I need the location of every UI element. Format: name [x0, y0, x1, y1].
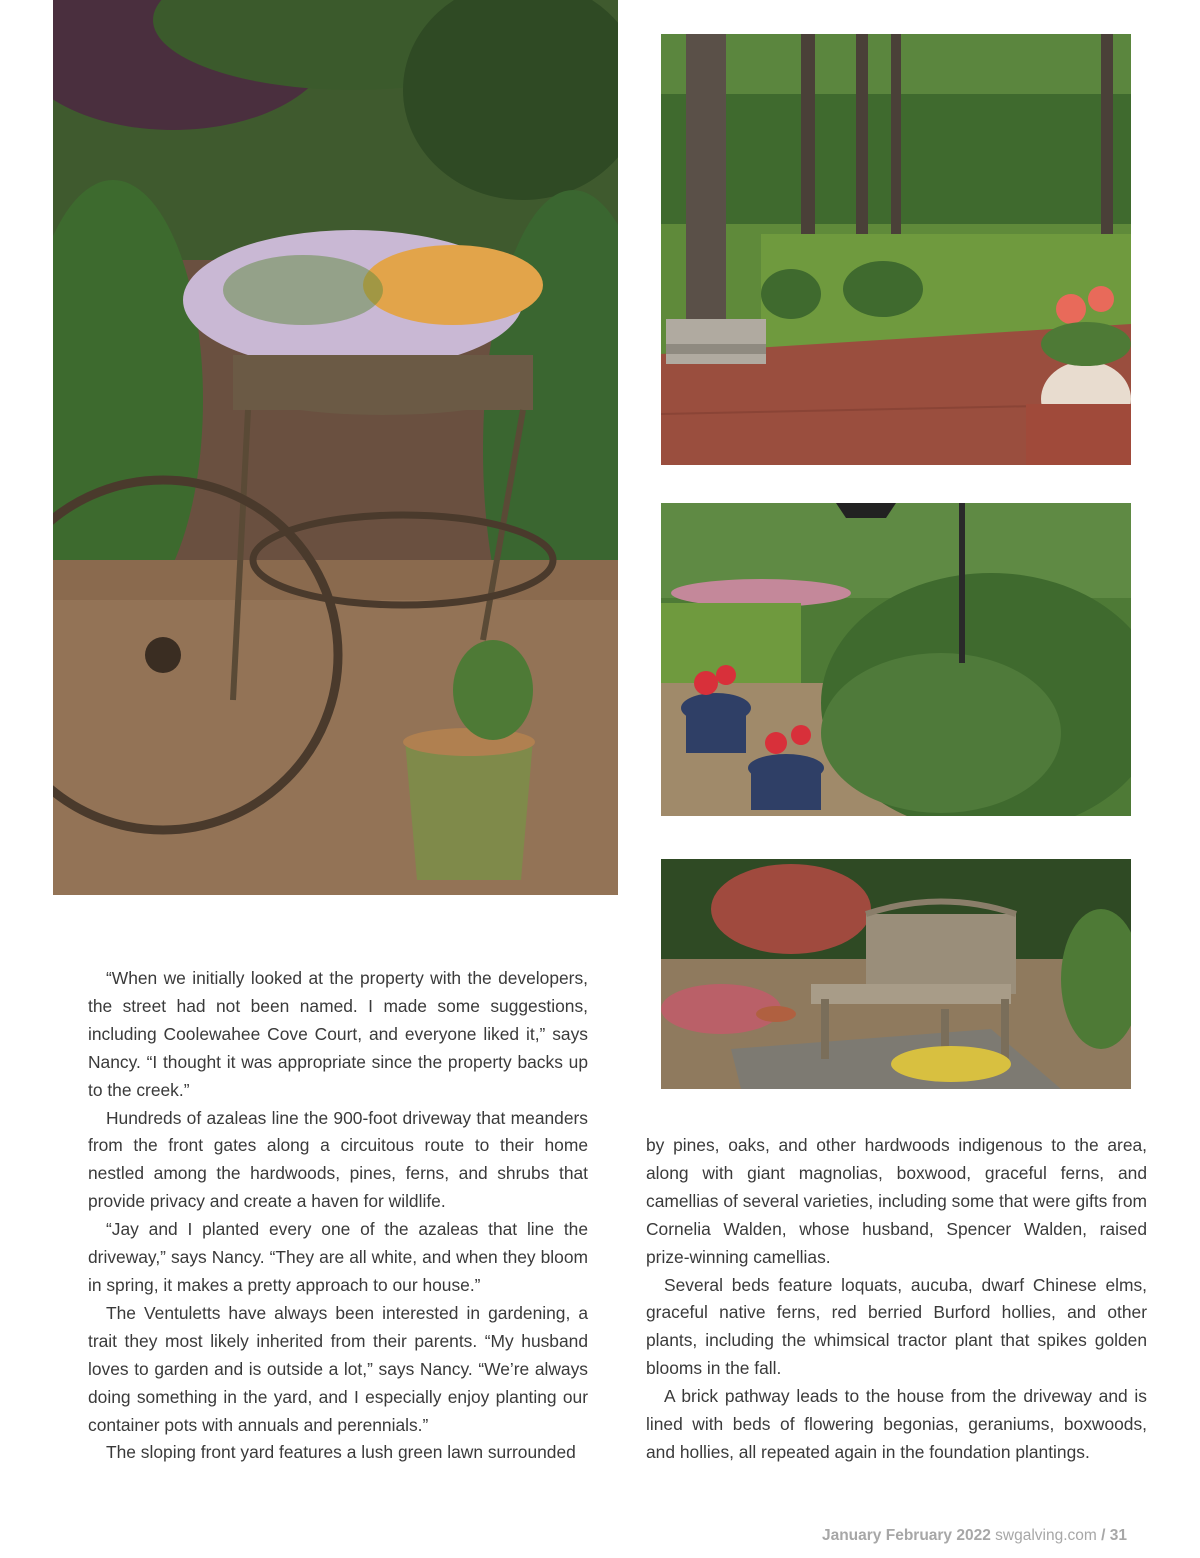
article-paragraph: The sloping front yard features a lush green lawn surrounded	[106, 1442, 576, 1463]
article-paragraph: A brick pathway leads to the house from the driveway and is lined with beds of flowering begonias, geraniums, boxwoods, and hollies, all repeated again in the foundation plantings.	[646, 1386, 1147, 1462]
article-paragraph: “Jay and I planted every one of the azaleas that line the driveway,” says Nancy. “They are all white, and when they bloom in spring, it makes a pretty approach to our house.”	[88, 1219, 588, 1295]
article-paragraph: by pines, oaks, and other hardwoods indigenous to the area, along with giant magnolias, boxwood, graceful ferns, and camellias of several varieties, including some that were gifts from Cornelia Walden, whose husband, Spencer Walden, raised prize-winning camellias.	[646, 1135, 1147, 1267]
article-column-left	[88, 965, 588, 1467]
website-link[interactable]: swgalving.com	[995, 1527, 1097, 1544]
article-paragraph: Hundreds of azaleas line the 900-foot driveway that meanders from the front gates along a circuitous route to their home nestled among the hardwoods, pines, ferns, and shrubs that provide privacy and create a haven for wildlife.	[88, 1107, 588, 1212]
issue-date: January February 2022	[821, 1527, 991, 1544]
folio-separator: /	[1101, 1527, 1106, 1544]
fern-bed-photo	[661, 503, 1131, 816]
article-paragraph: Several beds feature loquats, aucuba, dwarf Chinese elms, graceful native ferns, red berried Burford hollies, and other plants, including the whimsical tractor plant that spikes golden blooms in the fall.	[646, 1274, 1147, 1379]
article-paragraph: The Ventuletts have always been interested in gardening, a trait they most likely inherited from their parents. “My husband loves to garden and is outside a lot,” says Nancy. “We’re always doing something in the yard, and I especially enjoy planting our container pots with annuals and perennials.”	[88, 1302, 588, 1435]
article-paragraph: “When we initially looked at the property with the developers, the street had not been named. I made some suggestions, including Coolewahee Cove Court, and everyone liked it,” says Nancy. “I thought it was appropriate since the property backs up to the creek.”	[88, 968, 588, 1100]
garden-bench-photo	[661, 859, 1131, 1089]
page-number: 31	[1109, 1527, 1127, 1544]
brick-patio-bench-photo	[661, 34, 1131, 465]
article-column-right	[646, 1132, 1147, 1467]
page-footer	[822, 1527, 1127, 1545]
rusty-wheel-planter-photo	[53, 0, 618, 895]
